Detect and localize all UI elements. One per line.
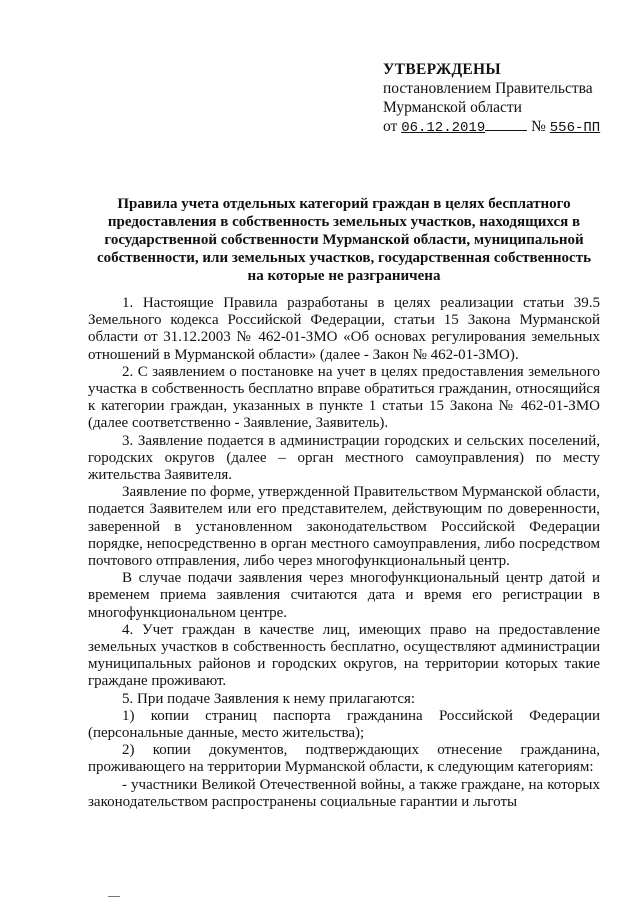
paragraph-5: 5. При подаче Заявления к нему прилагаются: [122, 690, 416, 707]
paragraph-3-mfc: В случае подачи заявления через многофункциональный центр датой и временем приема заявления считаются дата и время его регистрации в многофункциональном центре. [88, 570, 600, 621]
paragraph-5-item-2-bullet: - участники Великой Отечественной войны, а также граждане, на которых законодательством распространены социальные гарантии и льготы [88, 776, 600, 810]
approval-line-2: Мурманской области [383, 99, 522, 116]
approval-number: 556-ПП [549, 120, 601, 136]
approval-stamp [383, 60, 623, 138]
number-prefix: № [531, 118, 546, 135]
paragraph-3-form: Заявление по форме, утвержденной Правительством Мурманской области, подается Заявителем или его представителем, действующим по доверенности, заверенной в установленном законодательством Российской Федерации порядке, непосредственно в орган местного самоуправления, либо посредством почтового отправления, либо через многофункциональный центр. [88, 484, 600, 570]
approval-line-1: постановлением Правительства [383, 80, 593, 97]
paragraph-2: 2. С заявлением о постановке на учет в целях предоставления земельного участка в собственность бесплатно вправе обратиться гражданин, относящийся к категории граждан, указанных в пункте 1 статьи 15 Закона № 462-01-ЗМО (далее соответственно - Заявление, Заявитель). [88, 363, 600, 432]
page-footer-mark [108, 896, 120, 897]
document-body [88, 295, 600, 811]
paragraph-5-item-2: 2) копии документов, подтверждающих отнесение гражданина, проживающего на территории Мурманской области, к следующим категориям: [88, 742, 600, 776]
paragraph-5-item-1: 1) копии страниц паспорта гражданина Российской Федерации (персональные данные, место жительства); [88, 707, 600, 742]
approval-dateline [383, 117, 623, 138]
paragraph-1: 1. Настоящие Правила разработаны в целях реализации статьи 39.5 Земельного кодекса Российской Федерации, статьи 15 Закона Мурманской области от 31.12.2003 № 462-01-ЗМО «Об основах регулирования земельных отношений в Мурманской области» (далее - Закон № 462-01-ЗМО). [88, 295, 600, 363]
date-underline [485, 118, 527, 131]
paragraph-4: 4. Учет граждан в качестве лиц, имеющих право на предоставление земельных участков в собственность бесплатно, осуществляют администрации муниципальных районов и городских округов, на территории которых такие граждане проживают. [88, 621, 600, 690]
approval-title: УТВЕРЖДЕНЫ [383, 61, 501, 78]
date-prefix: от [383, 118, 398, 135]
paragraph-3: 3. Заявление подается в администрации городских и сельских поселений, городских округов (далее – орган местного самоуправления) по месту жительства Заявителя. [88, 432, 600, 484]
approval-date: 06.12.2019 [401, 120, 486, 136]
document-title: Правила учета отдельных категорий граждан в целях бесплатного предоставления в собственность земельных участков, находящихся в государственной собственности Мурманской области, муниципальной собственности, или земельных участков, государственная собственность на которые не разграничена [96, 196, 592, 284]
